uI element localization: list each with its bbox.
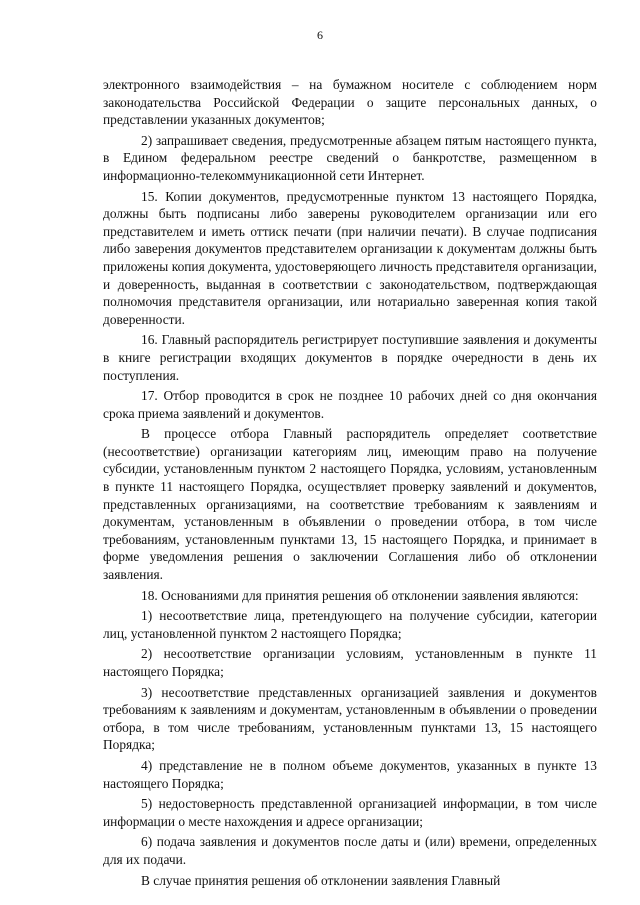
paragraph-18: 18. Основаниями для принятия решения об отклонении заявления являются: — [141, 587, 579, 603]
paragraph-item-2-request: 2) запрашивает сведения, предусмотренные абзацем пятым настоящего пункта, в Едином федеральном реестре сведений о банкротстве, размещенном в информационно-телекоммуникационной сети Интернет. — [103, 132, 597, 183]
list-item-1: 1) несоответствие лица, претендующего на получение субсидии, категории лиц, установленной пунктом 2 настоящего Порядка; — [103, 608, 597, 641]
paragraph-16: 16. Главный распорядитель регистрирует поступившие заявления и документы в книге регистрации входящих документов в порядке очередности в день их поступления. — [103, 332, 597, 383]
page-number: 6 — [317, 28, 323, 42]
paragraph-continuation: электронного взаимодействия – на бумажном носителе с соблюдением норм законодательства Российской Федерации о защите персональных данных, о представлении указанных документов; — [103, 77, 597, 128]
list-item-2: 2) несоответствие организации условиям, установленным в пункте 11 настоящего Порядка; — [103, 646, 597, 679]
document-body — [103, 76, 597, 889]
paragraph-15: 15. Копии документов, предусмотренные пунктом 13 настоящего Порядка, должны быть подписаны либо заверены руководителем организации или его представителем и иметь оттиск печати (при наличии печати). В случае подписания либо заверения документов представителем организации к документам должны быть приложены копия документа, удостоверяющего личность представителя организации, и доверенность, выданная в соответствии с законодательством, подтверждающая полномочия представителя организации, или нотариально заверенная копия такой доверенности. — [103, 188, 597, 327]
list-item-3: 3) несоответствие представленных организацией заявления и документов требованиям к заявлениям и документам, установленным в объявлении о проведении отбора, в том числе требованиям, установленным пунктами 13, 15 настоящего Порядка; — [103, 684, 597, 753]
list-item-5: 5) недостоверность представленной организацией информации, в том числе информации о месте нахождения и адресе организации; — [103, 796, 597, 829]
list-item-4: 4) представление не в полном объеме документов, указанных в пункте 13 настоящего Порядка; — [103, 757, 597, 791]
paragraph-rejection-case: В случае принятия решения об отклонении заявления Главный — [141, 872, 501, 888]
paragraph-17: 17. Отбор проводится в срок не позднее 10 рабочих дней со дня окончания срока приема заявлений и документов. — [103, 388, 597, 421]
list-item-6: 6) подача заявления и документов после даты и (или) времени, определенных для их подачи. — [103, 834, 597, 867]
paragraph-selection-process: В процессе отбора Главный распорядитель определяет соответствие (несоответствие) организации категориям лиц, имеющим право на получение субсидии, установленным пунктом 2 настоящего Порядка, условиям, установленным в пункте 11 настоящего Порядка, осуществляет проверку заявлений и документов, представленных организациями, на соответствие требованиям к заявлениям и документам, установленным в объявлении о проведении отбора, в том числе требованиям, установленным пунктами 13, 15 настоящего Порядка, и принимает в форме уведомления решения о заключении Соглашения либо об отклонении заявления. — [103, 426, 597, 583]
